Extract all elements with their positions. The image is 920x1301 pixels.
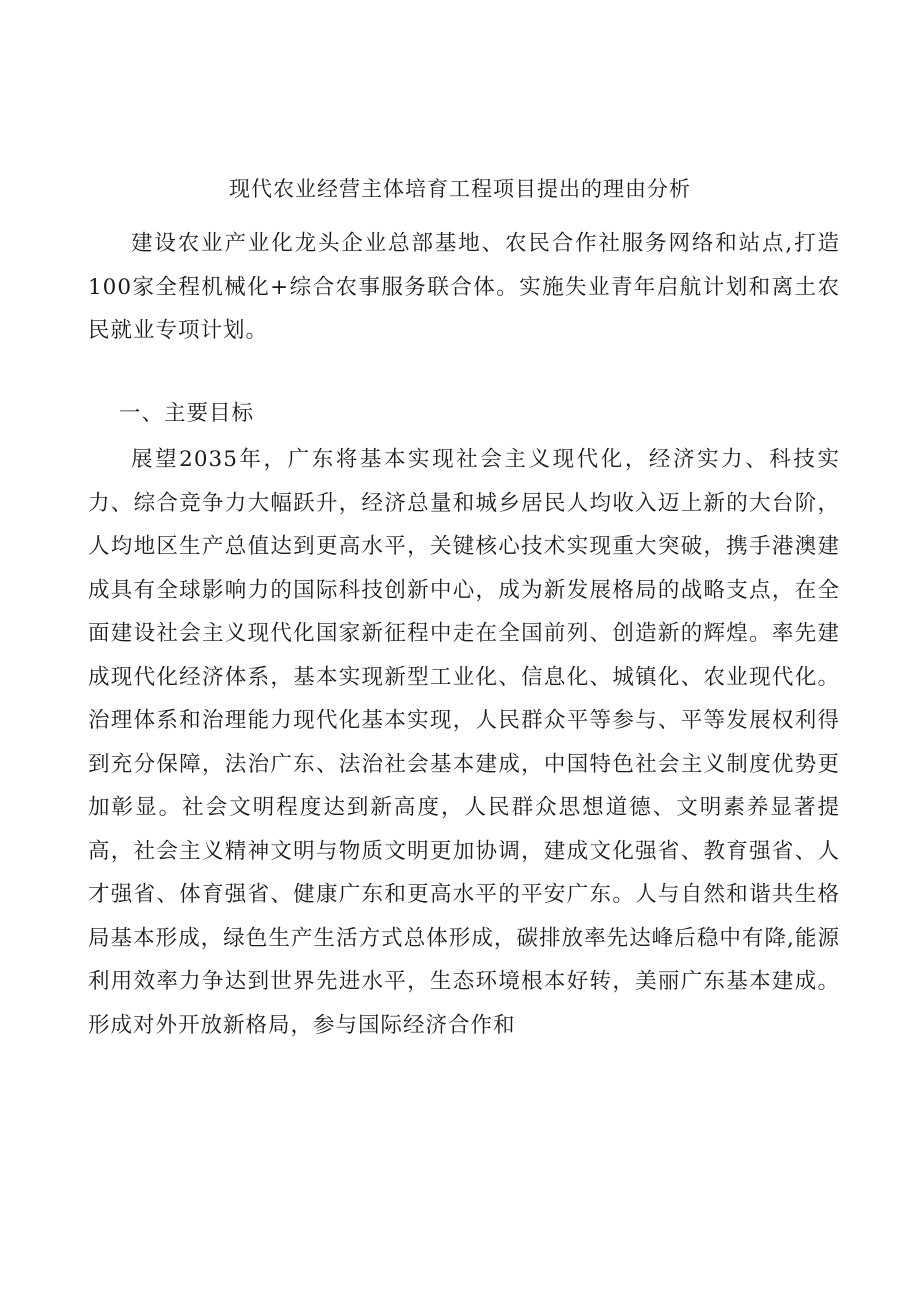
body-paragraph: 展望2035年，广东将基本实现社会主义现代化，经济实力、科技实力、综合竞争力大幅跃升，经济总量和城乡居民人均收入迈上新的大台阶，人均地区生产总值达到更高水平，关键核心技术实现重大突破，携手港澳建成具有全球影响力的国际科技创新中心，成为新发展格局的战略支点，在全面建设社会主义现代化国家新征程中走在全国前列、创造新的辉煌。率先建成现代化经济体系，基本实现新型工业化、信息化、城镇化、农业现代化。治理体系和治理能力现代化基本实现，人民群众平等参与、平等发展权利得到充分保障，法治广东、法治社会基本建成，中国特色社会主义制度优势更加彰显。社会文明程度达到新高度，人民群众思想道德、文明素养显著提高，社会主义精神文明与物质文明更加协调，建成文化强省、教育强省、人才强省、体育强省、健康广东和更高水平的平安广东。人与自然和谐共生格局基本形成，绿色生产生活方式总体形成，碳排放率先达峰后稳中有降,能源利用效率力争达到世界先进水平，生态环境根本好转，美丽广东基本建成。形成对外开放新格局，参与国际经济合作和 (88, 447, 840, 1038)
document-title: 现代农业经营主体培育工程项目提出的理由分析 (229, 177, 691, 201)
section-heading: 一、主要目标 (119, 401, 255, 426)
intro-paragraph: 建设农业产业化龙头企业总部基地、农民合作社服务网络和站点,打造100家全程机械化+综合农事服务联合体。实施失业青年启航计划和离土农民就业专项计划。 (88, 231, 840, 343)
